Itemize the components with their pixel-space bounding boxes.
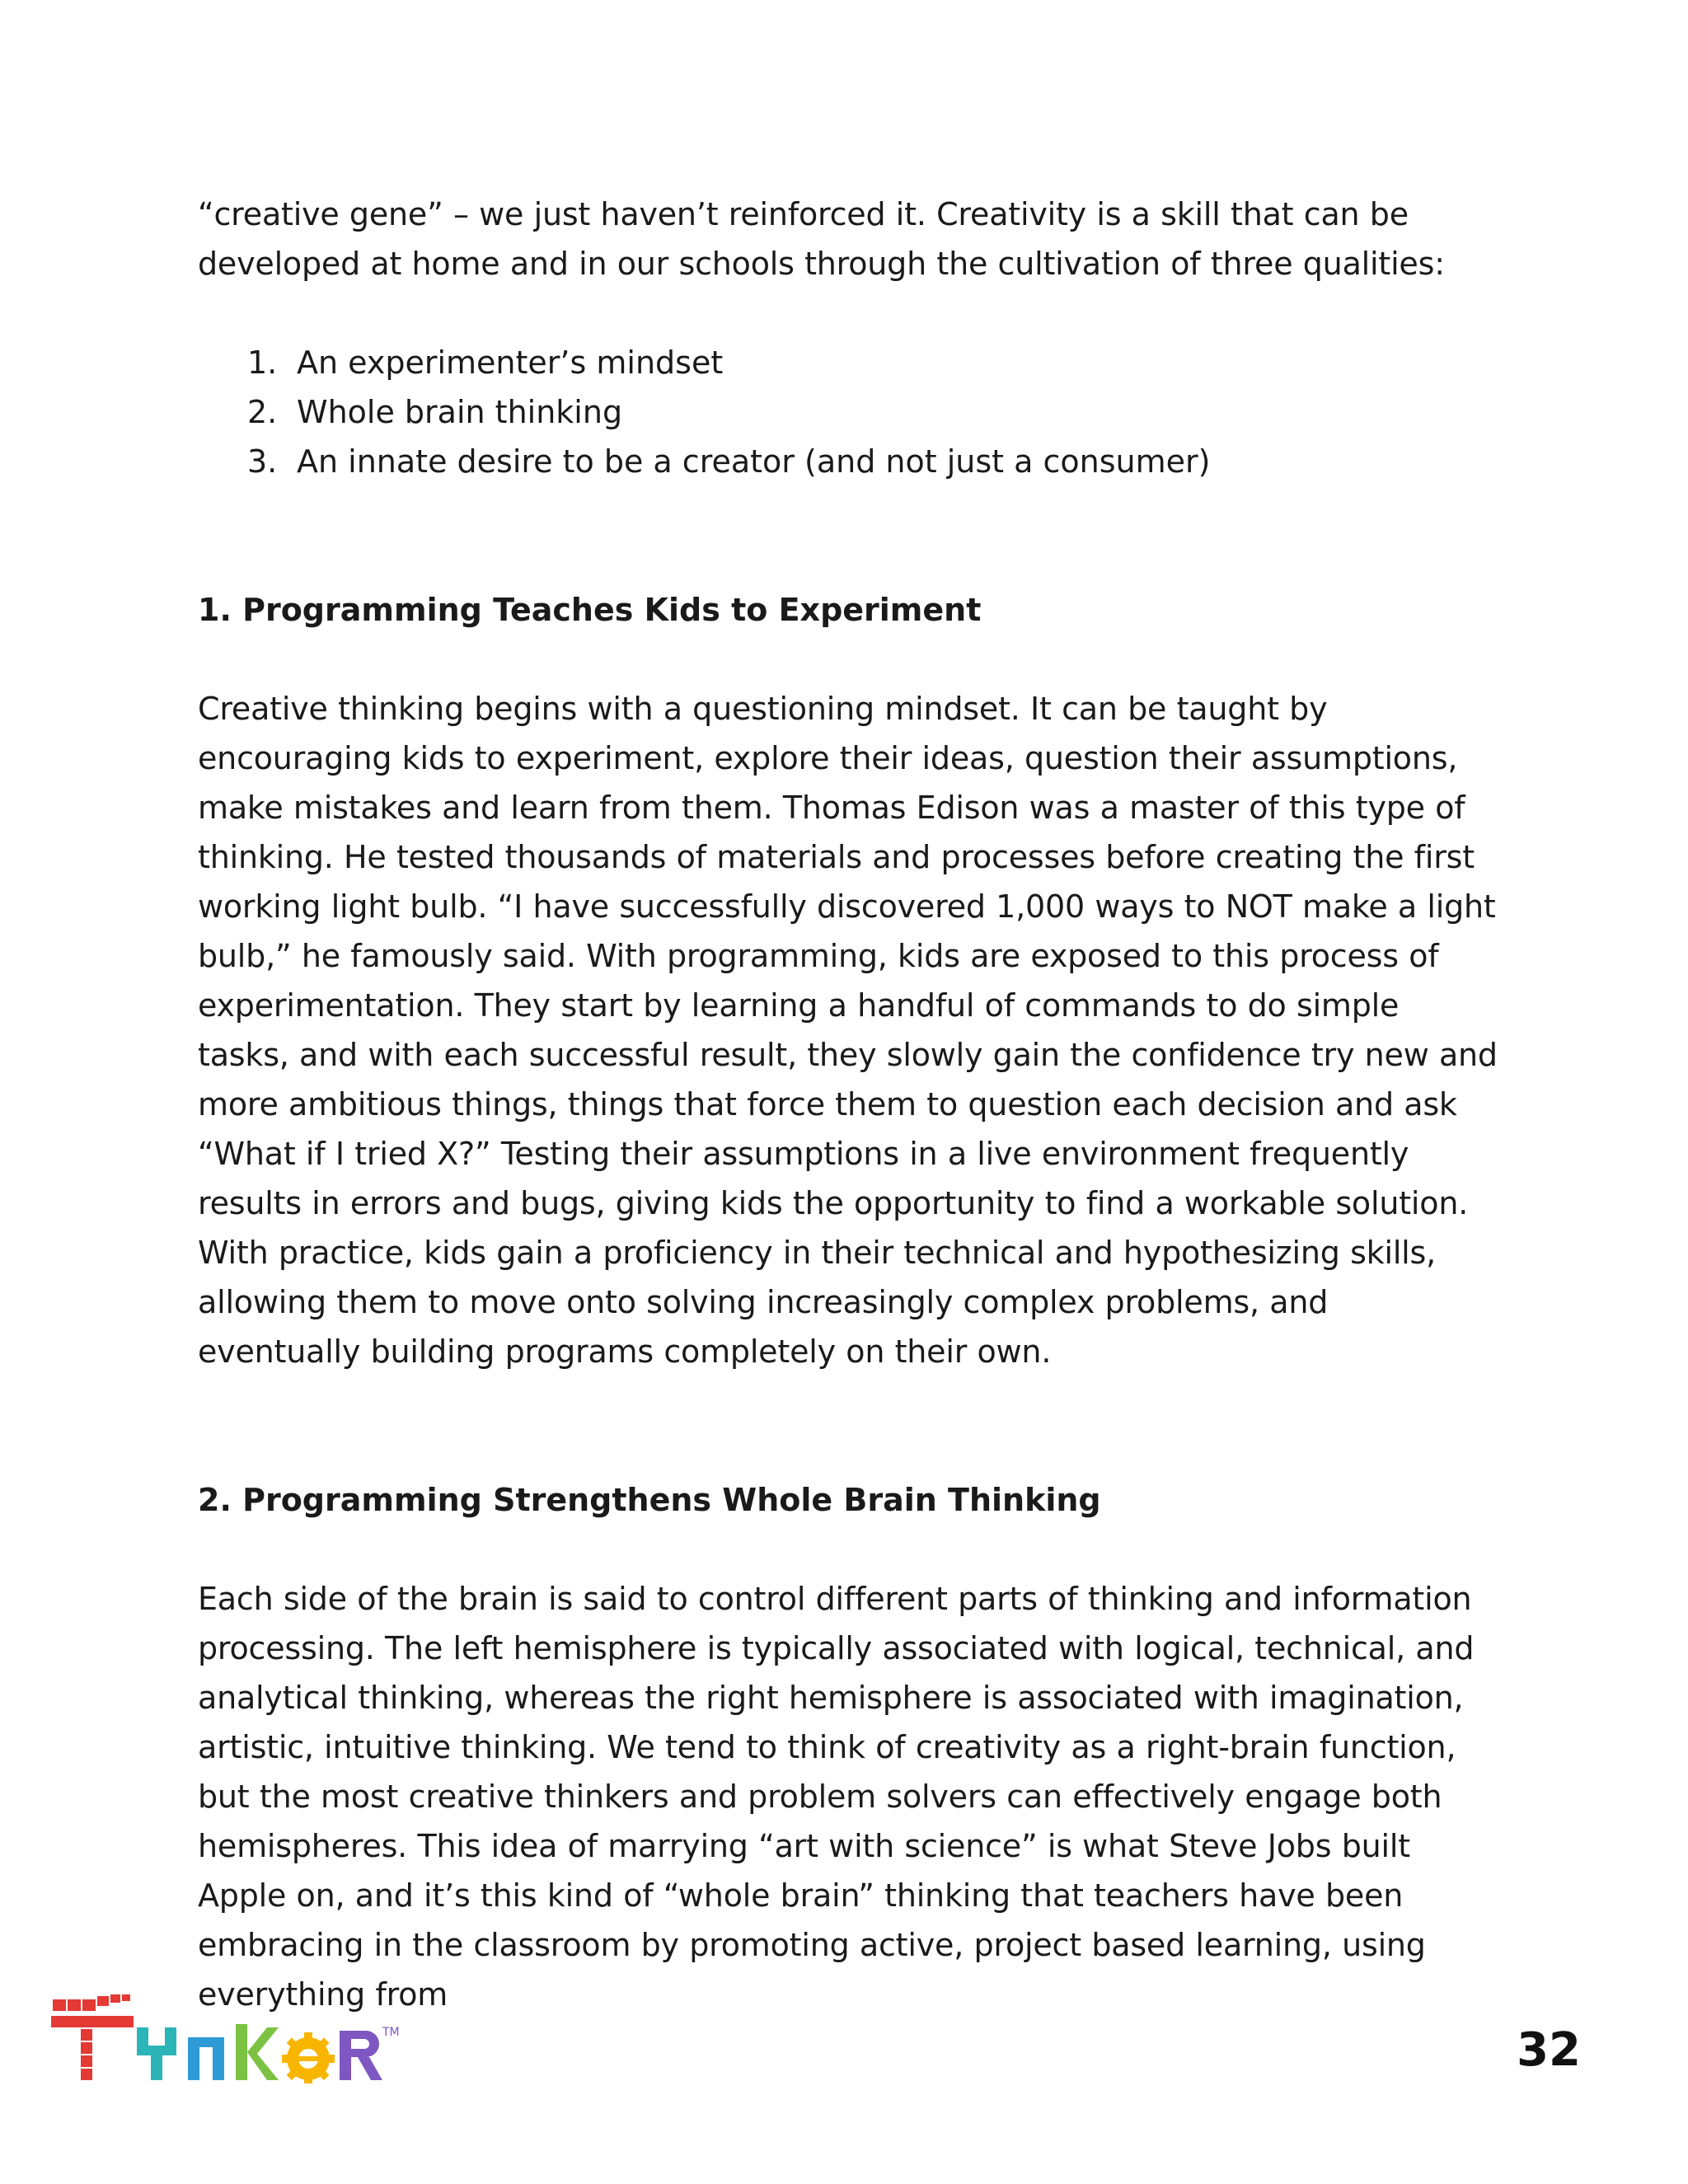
section1-heading: 1. Programming Teaches Kids to Experiment bbox=[198, 592, 982, 628]
section2-heading: 2. Programming Strengthens Whole Brain Thinking bbox=[198, 1482, 1101, 1518]
list-item bbox=[198, 338, 1500, 387]
list-number: 2. bbox=[247, 394, 278, 430]
list-item bbox=[198, 437, 1500, 486]
logo-letter-k bbox=[236, 2024, 279, 2080]
document-body bbox=[198, 190, 1500, 2019]
list-number: 1. bbox=[247, 344, 278, 381]
list-text: Whole brain thinking bbox=[297, 394, 623, 430]
list-text: An experimenter’s mindset bbox=[297, 344, 724, 381]
page-number: 32 bbox=[1517, 2023, 1581, 2077]
logo-letter-y bbox=[137, 2027, 176, 2080]
section2-paragraph: Each side of the brain is said to control different parts of thinking and information processing. The left hemisphere is typically associated with logical, technical, and analytical thinking, whereas the right hemisphere is associated with imagination, artistic, intuitive thinking. We tend to think of creativity as a right-brain function, but the most creative thinkers and problem solvers can effectively engage both hemispheres. This idea of marrying “art with science” is what Steve Jobs built Apple on, and it’s this kind of “whole brain” thinking that teachers have been embracing in the classroom by promoting active, project based learning, using everything from bbox=[198, 1581, 1475, 2013]
tynker-logo bbox=[51, 1994, 400, 2085]
list-number: 3. bbox=[247, 443, 278, 480]
logo-letter-t bbox=[51, 2016, 134, 2080]
logo-trademark: TM bbox=[382, 2026, 400, 2039]
logo-letter-e bbox=[282, 2032, 335, 2083]
list-item bbox=[198, 387, 1500, 437]
logo-letter-n bbox=[188, 2037, 224, 2080]
qualities-list bbox=[198, 338, 1500, 486]
logo-letter-r bbox=[340, 2031, 382, 2080]
intro-paragraph: “creative gene” – we just haven’t reinforced it. Creativity is a skill that can be developed at home and in our schools through the cultivation of three qualities: bbox=[198, 196, 1445, 282]
section1-paragraph: Creative thinking begins with a questioning mindset. It can be taught by encouraging kids to experiment, explore their ideas, question their assumptions, make mistakes and learn from them. Thomas Edison was a master of this type of thinking. He tested thousands of materials and processes before creating the first working light bulb. “I have successfully discovered 1,000 ways to NOT make a light bulb,” he famously said. With programming, kids are exposed to this process of experimentation. They start by learning a handful of commands to do simple tasks, and with each successful result, they slowly gain the confidence try new and more ambitious things, things that force them to question each decision and ask “What if I tried X?” Testing their assumptions in a live environment frequently results in errors and bugs, giving kids the opportunity to find a workable solution. With practice, kids gain a proficiency in their technical and hypothesizing skills, allowing them to move onto solving increasingly complex problems, and eventually building programs completely on their own. bbox=[198, 691, 1498, 1370]
list-text: An innate desire to be a creator (and not just a consumer) bbox=[297, 443, 1211, 480]
